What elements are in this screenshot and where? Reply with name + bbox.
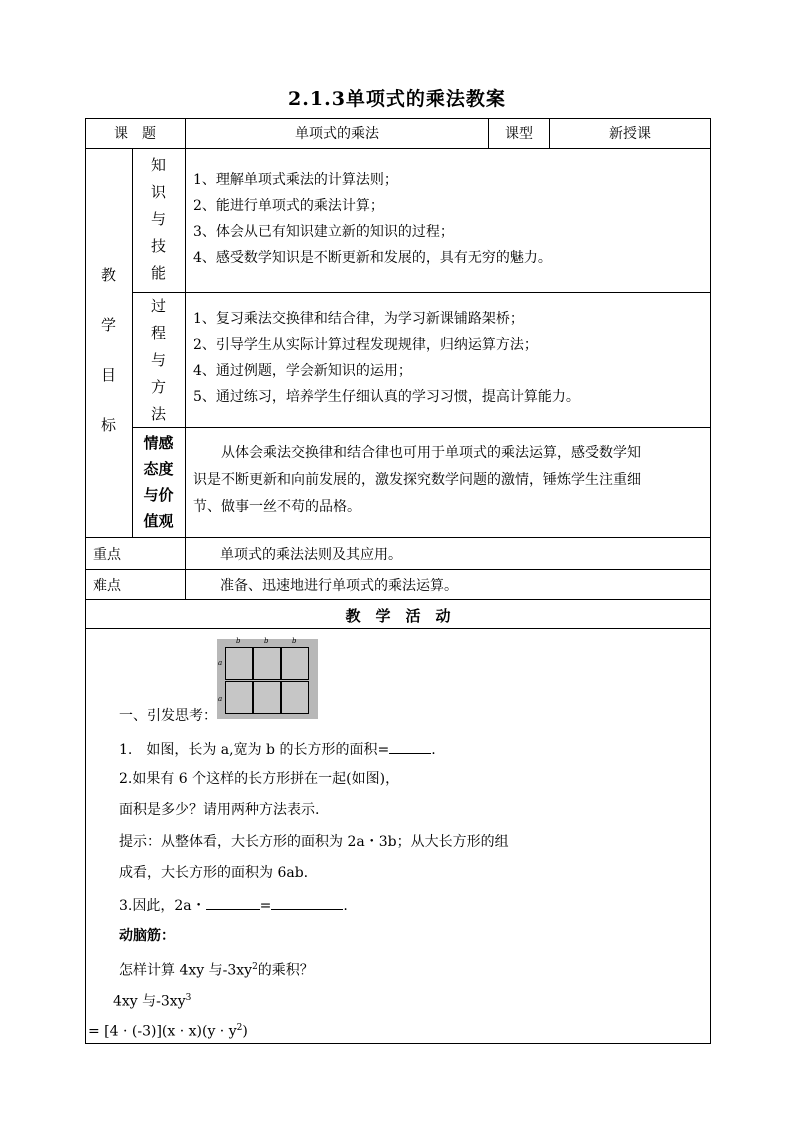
type-value: 新授课 xyxy=(609,126,651,142)
difficulty-value: 准备、迅速地进行单项式的乘法运算。 xyxy=(220,578,458,594)
figure-label: b xyxy=(292,637,297,645)
key-point-value: 单项式的乘法法则及其应用。 xyxy=(220,547,402,563)
type-label: 课型 xyxy=(505,126,533,142)
question-1: 1. 如图，长为 a,宽为 b 的长方形的面积= . xyxy=(119,742,436,758)
row-divider xyxy=(85,569,711,570)
emotion-label: 情感 态度 与价 值观 xyxy=(143,434,174,530)
list-item: 2、能进行单项式的乘法计算； xyxy=(193,198,384,214)
expression-2: = $[4 \cdot (-3)](x \cdot x)(y \cdot y^2)$ xyxy=(88,1023,248,1040)
process-list xyxy=(193,306,580,410)
key-point-label: 重点 xyxy=(93,547,121,563)
figure-label: a xyxy=(218,695,223,703)
list-item: 1、理解单项式乘法的计算法则； xyxy=(193,172,398,188)
intro-text: 一、引发思考： xyxy=(119,708,217,724)
difficulty-label: 难点 xyxy=(93,578,121,594)
figure-label: b xyxy=(264,637,269,645)
row-divider xyxy=(85,537,711,538)
emotion-text: 从体会乘法交换律和结合律也可用于单项式的乘法运算，感受数学知 识是不断更新和向前发展的，激发探究数学问题的激情，锤炼学生注重细 节、做事一丝不苟的品格。 xyxy=(193,445,641,515)
table-border-top xyxy=(85,118,711,119)
list-item: 4、通过例题，学会新知识的运用； xyxy=(193,363,412,379)
hint-line-2: 成看，大长方形的面积为 6ab. xyxy=(119,865,309,881)
answer-blank xyxy=(206,897,260,910)
objectives-label: 教 学 目 标 xyxy=(100,266,116,434)
topic-label: 课 题 xyxy=(114,126,156,142)
row-divider xyxy=(85,599,711,600)
question-2: 2.如果有 6 个这样的长方形拼在一起(如图)， xyxy=(119,771,400,787)
row-divider xyxy=(132,427,711,428)
question-2b: 面积是多少？请用两种方法表示. xyxy=(119,802,320,818)
list-item: 2、引导学生从实际计算过程发现规律，归纳运算方法； xyxy=(193,337,538,353)
page-title: 2.1.3单项式的乘法教案 xyxy=(288,88,506,110)
answer-blank xyxy=(271,897,343,910)
activity-header: 教 学 活 动 xyxy=(345,607,451,625)
figure-label: b xyxy=(236,637,241,645)
list-item: 3、体会从已有知识建立新的知识的过程； xyxy=(193,224,454,240)
knowledge-label: 知 识 与 技 能 xyxy=(150,156,166,282)
row-divider xyxy=(85,628,711,629)
list-item: 1、复习乘法交换律和结合律，为学习新课铺路架桥； xyxy=(193,311,524,327)
row-divider xyxy=(132,292,711,293)
col-divider xyxy=(185,148,186,538)
process-label: 过 程 与 方 法 xyxy=(150,297,166,423)
table-border-right xyxy=(710,118,711,1044)
figure-label: a xyxy=(218,659,223,667)
brain-question: 怎样计算 4xy 与$-3xy^2$的乘积？ xyxy=(119,962,314,979)
answer-blank xyxy=(389,741,431,754)
list-item: 5、通过练习，培养学生仔细认真的学习习惯，提高计算能力。 xyxy=(193,389,580,405)
brain-label: 动脑筋： xyxy=(119,928,175,944)
lesson-plan-table xyxy=(85,118,711,1044)
knowledge-list xyxy=(193,167,552,271)
row-divider xyxy=(85,148,711,149)
rectangle-grid-figure xyxy=(217,639,318,719)
hint-line-1: 提示：从整体看，大长方形的面积为 2a・3b；从大长方形的组 xyxy=(119,834,509,850)
topic-value: 单项式的乘法 xyxy=(295,126,379,142)
list-item: 4、感受数学知识是不断更新和发展的，具有无穷的魅力。 xyxy=(193,250,552,266)
expression-1: 4xy 与$-3xy^3$ xyxy=(113,993,192,1010)
question-3: 3.因此，2a・ = . xyxy=(119,898,348,914)
col-divider xyxy=(185,537,186,600)
